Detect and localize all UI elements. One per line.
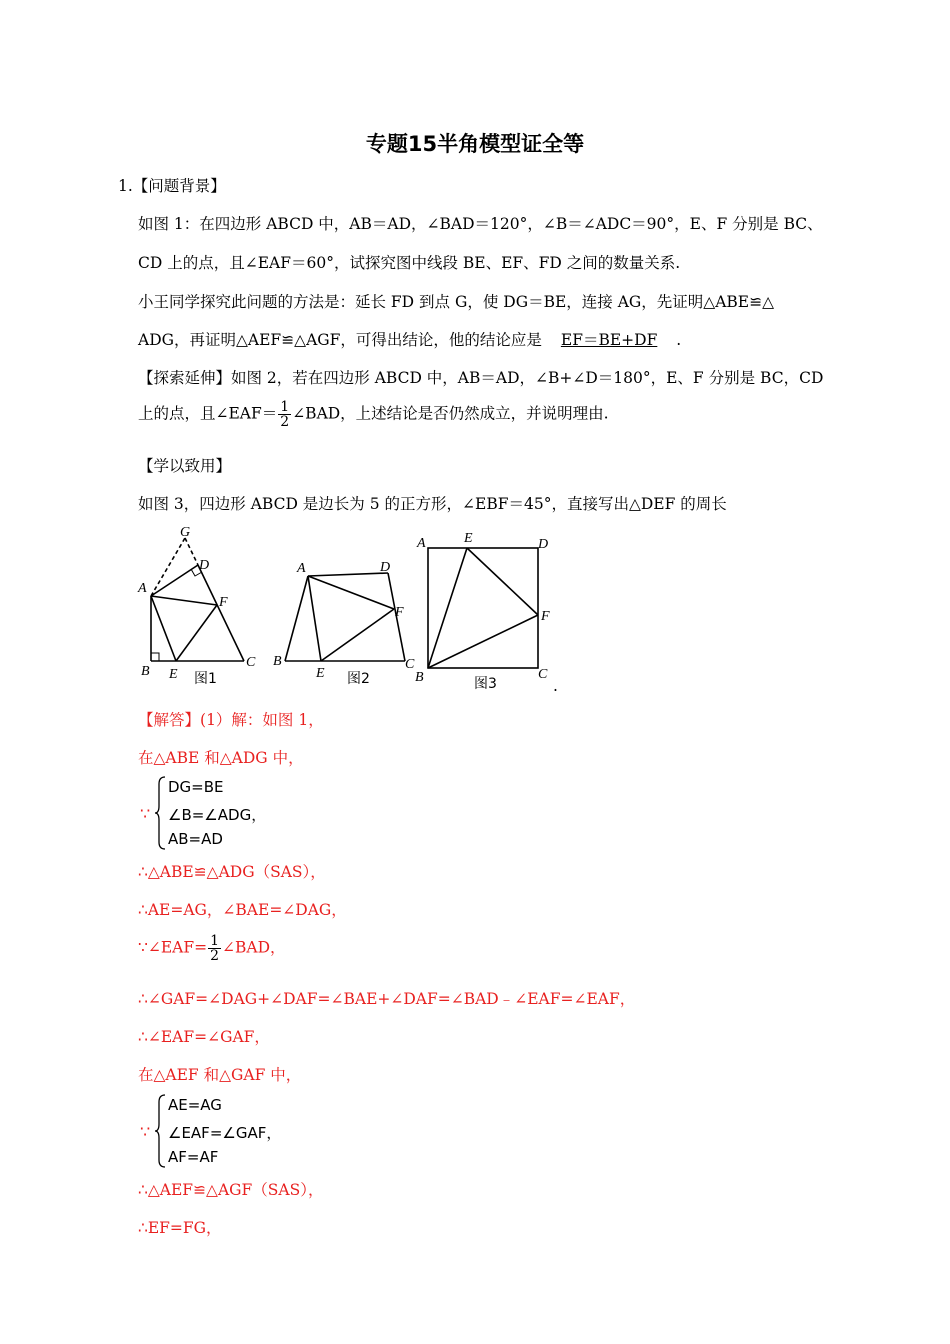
solution-line-2: 在△ABE 和△ADG 中， (138, 749, 304, 767)
fig2-seg-ae (308, 576, 321, 661)
page-title: 专题15半角模型证全等 (365, 132, 585, 156)
solution-tag: 【解答】 (138, 711, 201, 729)
fig1-seg-ae (151, 596, 176, 661)
solution-line-7: ∴∠EAF=∠GAF， (138, 1028, 270, 1046)
fig1-seg-ag (151, 538, 185, 596)
fig3-label-c: C (538, 667, 548, 682)
fig3-square (428, 548, 538, 668)
figure-1 (151, 538, 244, 661)
fig3-seg-ef (467, 548, 538, 615)
fig2-seg-af (308, 576, 394, 609)
fig1-seg-gd (185, 538, 198, 565)
q1-text-2b-post: . (676, 331, 682, 349)
system2-row-2: ∠EAF=∠GAF， (168, 1124, 282, 1142)
solution-line-6: ∴∠GAF=∠DAG+∠DAF=∠BAE+∠DAF=∠BAD﹣∠EAF=∠EAF， (138, 990, 636, 1008)
equation-system-1 (140, 776, 340, 852)
system1-row-1: DG=BE (168, 778, 224, 796)
fig1-label-f: F (219, 595, 228, 610)
fig1-seg-ef (176, 605, 217, 661)
q1-text-1a: 如图 1：在四边形 ABCD 中，AB＝AD，∠BAD＝120°，∠B＝∠ADC＝90°，E、F 分别是 BC、 (138, 215, 823, 233)
q1-text-2b-pre: ADG，再证明△AEF≌△AGF，可得出结论，他的结论应是 (138, 331, 542, 349)
fig2-label-f: F (395, 605, 404, 620)
system2-row-1: AE=AG (168, 1096, 222, 1114)
solution-line-8: 在△AEF 和△GAF 中， (138, 1066, 302, 1084)
solution-intro: (1）解：如图 1， (200, 711, 324, 729)
q1-text-3b (138, 400, 609, 429)
fig2-label-a: A (297, 561, 306, 576)
fig1-label-d: D (199, 558, 210, 573)
solution-line-3: ∴△ABE≌△ADG（SAS）， (138, 863, 326, 881)
fig1-side-cd (198, 565, 244, 661)
solution-line-1 (138, 710, 324, 730)
fig3-caption: 图3 (474, 676, 497, 692)
fig1-label-c: C (246, 655, 256, 670)
solution-line-4: ∴AE=AG，∠BAE=∠DAG， (138, 901, 347, 919)
figure-2 (285, 573, 405, 661)
fig2-side-ad (308, 573, 388, 576)
solution-line-5-pre: ∵∠EAF= (138, 938, 208, 957)
q1-text-2a: 小王同学探究此问题的方法是：延长 FD 到点 G，使 DG＝BE，连接 AG，先证明△ABE≌△ (138, 293, 775, 311)
fig2-caption: 图2 (347, 671, 370, 687)
system1-row-3: AB=AD (168, 830, 223, 848)
because-symbol-2: ∵ (140, 1122, 151, 1141)
system1-row-2: ∠B=∠ADG， (168, 806, 267, 824)
fig1-label-g: G (180, 525, 191, 540)
fig3-label-d: D (538, 537, 549, 552)
fig1-caption: 图1 (194, 671, 217, 687)
brace-icon (154, 776, 166, 850)
fig1-seg-af (151, 596, 217, 605)
fig3-seg-be (428, 548, 467, 668)
fig1-label-b: B (141, 664, 150, 679)
fig2-label-d: D (380, 560, 391, 575)
q1-text-4: 【学以致用】 (138, 457, 232, 475)
fig3-label-a: A (417, 536, 426, 551)
q1-text-5: 如图 3，四边形 ABCD 是边长为 5 的正方形，∠EBF＝45°，直接写出△DEF 的周长 (138, 495, 727, 513)
q1-text-3b-post: ∠BAD，上述结论是否仍然成立，并说明理由. (292, 404, 609, 423)
fraction-half: $\frac{1}{2}$ (280, 399, 290, 430)
fig1-label-e: E (169, 667, 178, 682)
brace-icon (154, 1094, 166, 1168)
fig2-label-e: E (316, 666, 325, 681)
solution-line-10: ∴EF=FG， (138, 1219, 222, 1237)
figure-3 (428, 548, 538, 668)
solution-line-5 (138, 934, 286, 963)
solution-line-5-post: ∠BAD， (222, 938, 286, 957)
fig1-label-a: A (138, 581, 147, 596)
fig1-right-angle-b (151, 653, 159, 661)
figures-end-period: . (553, 677, 558, 695)
q1-text-2b (138, 330, 681, 350)
answer-blank: EF＝BE+DF (560, 331, 658, 349)
fig3-label-e: E (464, 531, 473, 546)
fraction-half-2: $\frac{1}{2}$ (210, 933, 220, 964)
solution-line-9: ∴△AEF≌△AGF（SAS）， (138, 1181, 324, 1199)
fig3-seg-bf (428, 615, 538, 668)
q1-text-3b-pre: 上的点，且∠EAF＝ (138, 404, 278, 423)
system2-row-3: AF=AF (168, 1148, 219, 1166)
equation-system-2 (140, 1094, 340, 1170)
fig2-seg-ef (321, 609, 394, 661)
fig3-label-f: F (541, 609, 550, 624)
q1-heading: 1.【问题背景】 (118, 177, 226, 195)
fig2-label-b: B (273, 654, 282, 669)
q1-text-3a: 【探索延伸】如图 2，若在四边形 ABCD 中，AB＝AD，∠B+∠D＝180°，E、F 分别是 BC，CD (138, 369, 824, 387)
q1-text-1b: CD 上的点，且∠EAF＝60°，试探究图中线段 BE、EF、FD 之间的数量关系. (138, 254, 681, 272)
because-symbol-1: ∵ (140, 804, 151, 823)
fig2-side-ab (285, 576, 308, 661)
fig3-label-b: B (415, 670, 424, 685)
figures-panel (130, 520, 560, 695)
fig2-label-c: C (405, 657, 415, 672)
